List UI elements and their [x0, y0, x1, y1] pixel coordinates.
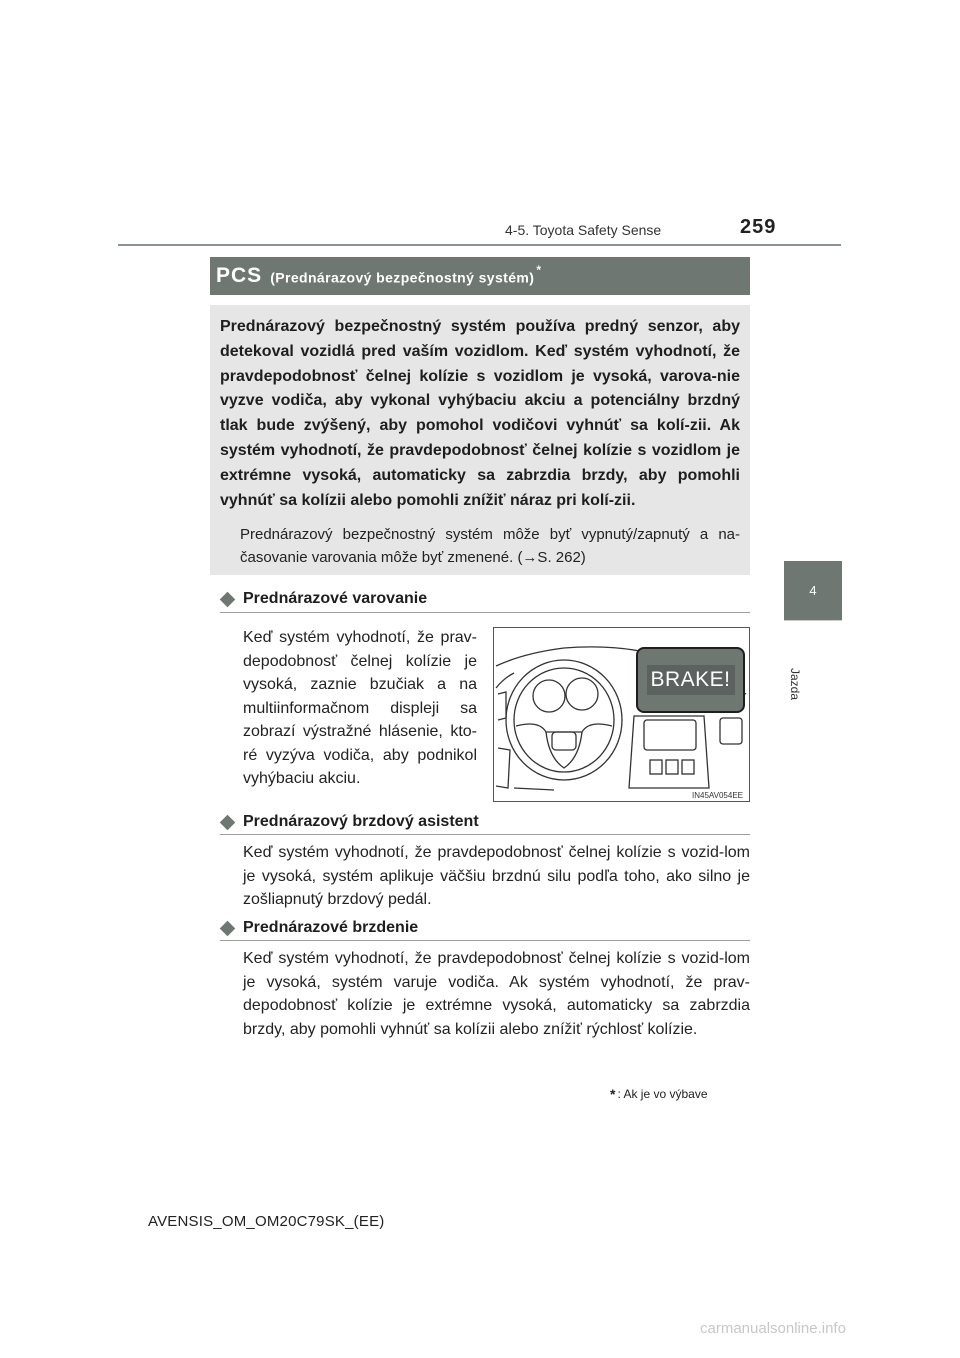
- section-heading-text: Prednárazové brzdenie: [243, 919, 419, 936]
- footnote-marker: *: [610, 1086, 616, 1102]
- section-body-braking: Keď systém vyhodnotí, že pravdepodobnosť čelnej kolízie s vozid-lom je vysoká, systém varuje vodiča. Ak systém vyhodnotí, že prav-depodobnosť kolízie je extrémne vysoká, automaticky sa zabrzdia brzdy, aby pomohli vyhnúť sa kolízii alebo znížiť rýchlosť kolízie.: [243, 950, 750, 1038]
- brake-warning-callout: [636, 647, 745, 713]
- diamond-bullet-icon: [220, 591, 236, 607]
- section-rule: [220, 940, 750, 941]
- chapter-label-area: [784, 622, 842, 712]
- section-title-bar: [210, 257, 750, 295]
- section-title-sub-text: (Prednárazový bezpečnostný systém): [270, 269, 535, 286]
- footnote-text: : Ak je vo výbave: [617, 1087, 708, 1101]
- section-body-assist: Keď systém vyhodnotí, že pravdepodobnosť čelnej kolízie s vozid-lom je vysoká, systém aplikuje väčšiu brzdnú silu podľa toho, ako silno je zošliapnutý brzdový pedál.: [243, 844, 750, 908]
- section-body-warning: Keď systém vyhodnotí, že prav-depodobnosť čelnej kolízie je vysoká, zaznie bzučiak a na multiinformačnom displeji sa zobrazí výstražné hlásenie, kto-ré vyzýva vodiča, aby podnikol vyhýbaciu akciu.: [243, 629, 477, 787]
- watermark: carmanualsonline.info: [700, 1320, 846, 1337]
- diamond-bullet-icon: [220, 920, 236, 936]
- section-title-main: PCS: [216, 264, 263, 287]
- brake-warning-display: BRAKE!: [647, 665, 735, 695]
- dashboard-illustration: [493, 627, 750, 802]
- section-heading-text: Prednárazový brzdový asistent: [243, 813, 479, 830]
- header-rule: [118, 244, 841, 246]
- page-number: 259: [740, 216, 777, 238]
- figure-code: IN45AV054EE: [692, 791, 743, 800]
- document-id: AVENSIS_OM_OM20C79SK_(EE): [148, 1213, 385, 1230]
- chapter-number: 4: [809, 583, 817, 598]
- section-title-sub: [270, 263, 542, 286]
- chapter-label: Jazda: [788, 668, 802, 701]
- chapter-tab-divider: [784, 620, 842, 621]
- intro-note: Prednárazový bezpečnostný systém môže byť vypnutý/zapnutý a na-časovanie varovania môže byť zmenené. (→S. 262): [240, 526, 740, 567]
- header-section-title: 4-5. Toyota Safety Sense: [505, 222, 662, 238]
- section-heading-text: Prednárazové varovanie: [243, 590, 428, 607]
- section-heading-assist: [220, 813, 479, 831]
- section-heading-braking: [220, 919, 418, 937]
- chapter-tab[interactable]: [784, 561, 842, 620]
- title-footnote-marker: *: [536, 263, 542, 278]
- section-rule: [220, 612, 750, 613]
- section-heading-warning: [220, 590, 427, 608]
- section-rule: [220, 834, 750, 835]
- intro-lead: Prednárazový bezpečnostný systém používa predný senzor, aby detekoval vozidlá pred vaším vozidlom. Keď systém vyhodnotí, že pravdepodobnosť čelnej kolízie s vozidlom je vysoká, varova-nie vyzve vodiča, aby vykonal vyhýbaciu akciu a potenciálny brzdný tlak bude zvýšený, aby pomohol vodičovi vyhnúť sa kolí-zii. Ak systém vyhodnotí, že pravdepodobnosť čelnej kolízie s vozidlom je extrémne vysoká, automaticky sa zabrzdia brzdy, aby pomohli vyhnúť sa kolízii alebo pomohli znížiť náraz pri kolí-zii.: [220, 318, 740, 509]
- intro-box: [210, 305, 750, 575]
- diamond-bullet-icon: [220, 814, 236, 830]
- footnote: [610, 1086, 708, 1102]
